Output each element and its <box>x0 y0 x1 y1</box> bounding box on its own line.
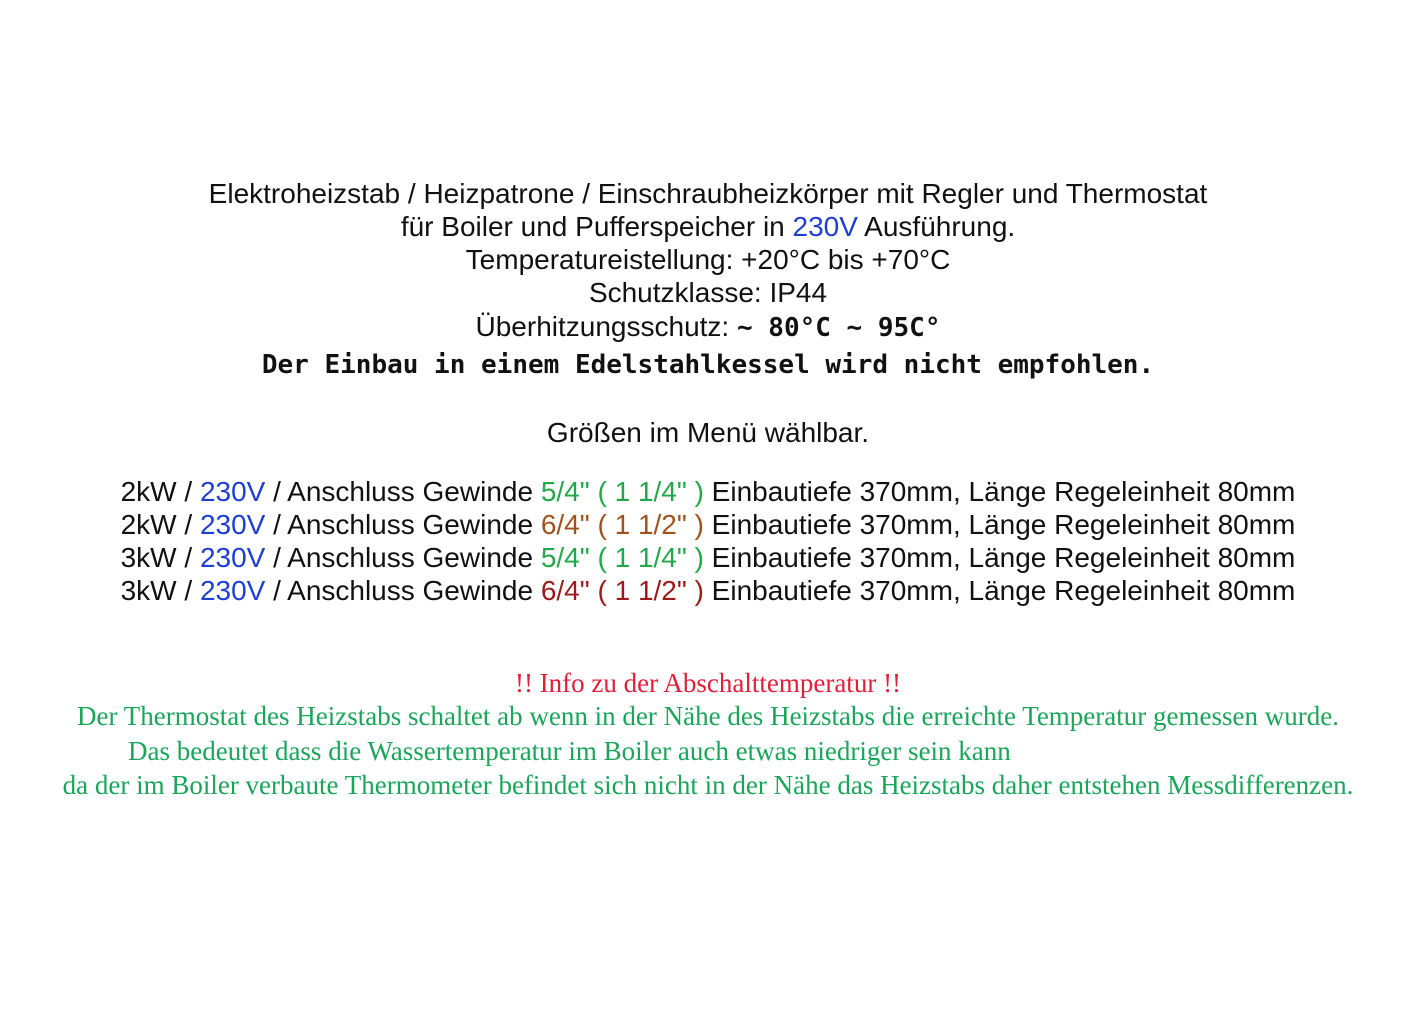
variant-thread-inch: ( 1 1/2" ) <box>589 509 704 540</box>
variant-dimensions: Einbautiefe 370mm, Länge Regeleinheit 80mm <box>703 542 1296 573</box>
variant-thread-inch: ( 1 1/2" ) <box>589 575 704 606</box>
info-text-line-2 <box>128 736 1011 767</box>
variant-thread: 6/4" <box>540 509 590 540</box>
overheat-label: Überhitzungsschutz: <box>475 311 737 342</box>
variant-power: 2kW <box>120 476 177 507</box>
variant-row <box>0 509 1416 541</box>
variant-thread-inch: ( 1 1/4" ) <box>589 476 704 507</box>
variant-power: 3kW <box>120 575 177 606</box>
header-line-voltage <box>0 211 1416 243</box>
variant-connection-label: / Anschluss Gewinde <box>265 509 541 540</box>
header-voltage-value: 230V <box>792 211 858 242</box>
variant-voltage: 230V <box>199 476 266 507</box>
variant-connection-label: / Anschluss Gewinde <box>265 476 541 507</box>
info-text-3: da der im Boiler verbaute Thermometer befindet sich nicht in der Nähe das Heizstabs daher entstehen Messdifferenzen. <box>62 770 1354 800</box>
info-text-line-3 <box>0 770 1416 801</box>
info-text-2: Das bedeutet dass die Wassertemperatur im Boiler auch etwas niedriger sein kann <box>128 736 1011 766</box>
header-line-protection <box>0 277 1416 309</box>
variant-thread-inch: ( 1 1/4" ) <box>589 542 704 573</box>
header-line-temperature <box>0 244 1416 276</box>
header-line-warning <box>0 350 1416 380</box>
variant-row <box>0 575 1416 607</box>
variant-separator: / <box>176 575 200 606</box>
info-text-line-1 <box>0 701 1416 732</box>
header-voltage-pre: für Boiler und Pufferspeicher in <box>400 211 793 242</box>
variant-voltage: 230V <box>199 542 266 573</box>
variant-dimensions: Einbautiefe 370mm, Länge Regeleinheit 80mm <box>703 509 1296 540</box>
variant-separator: / <box>176 476 200 507</box>
stainless-warning-text: Der Einbau in einem Edelstahlkessel wird nicht empfohlen. <box>261 350 1155 380</box>
variant-dimensions: Einbautiefe 370mm, Länge Regeleinheit 80mm <box>703 575 1296 606</box>
overheat-value: ~ 80°C ~ 95C° <box>736 313 941 343</box>
header-title-text: Elektroheizstab / Heizpatrone / Einschraubheizkörper mit Regler und Thermostat <box>208 178 1208 209</box>
info-title-text: Info zu der Abschalttemperatur <box>539 668 877 698</box>
variant-row <box>0 476 1416 508</box>
variant-connection-label: / Anschluss Gewinde <box>265 575 541 606</box>
variant-voltage: 230V <box>199 509 266 540</box>
info-title-pre: !! <box>514 668 540 698</box>
variant-connection-label: / Anschluss Gewinde <box>265 542 541 573</box>
variant-dimensions: Einbautiefe 370mm, Länge Regeleinheit 80mm <box>703 476 1296 507</box>
header-line-title <box>0 178 1416 210</box>
protection-class-text: Schutzklasse: IP44 <box>588 277 828 308</box>
variant-separator: / <box>176 509 200 540</box>
variant-voltage: 230V <box>199 575 266 606</box>
info-title-line <box>0 668 1416 699</box>
temperature-setting-text: Temperatureistellung: +20°C bis +70°C <box>465 244 951 275</box>
variant-row <box>0 542 1416 574</box>
header-voltage-post: Ausführung. <box>857 211 1016 242</box>
header-line-overheat <box>0 311 1416 343</box>
variant-thread: 5/4" <box>540 542 590 573</box>
menu-note-text: Größen im Menü wählbar. <box>546 417 870 448</box>
info-title-post: !! <box>876 668 902 698</box>
menu-note-line <box>0 417 1416 449</box>
variant-power: 2kW <box>120 509 177 540</box>
variant-power: 3kW <box>120 542 177 573</box>
variant-separator: / <box>176 542 200 573</box>
variant-thread: 6/4" <box>540 575 590 606</box>
info-text-1: Der Thermostat des Heizstabs schaltet ab wenn in der Nähe des Heizstabs die erreichte Temperatur gemessen wurde. <box>77 701 1339 731</box>
variant-thread: 5/4" <box>540 476 590 507</box>
